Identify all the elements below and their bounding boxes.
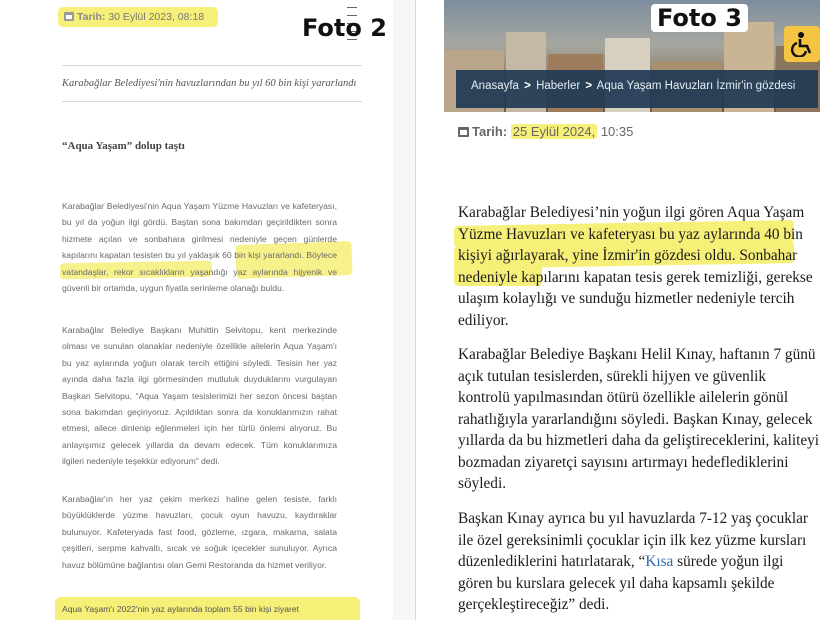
article-heading: “Aqua Yaşam” dolup taştı <box>62 140 185 152</box>
article-date <box>58 7 218 27</box>
breadcrumb <box>471 80 795 92</box>
scrollbar-track[interactable] <box>393 0 415 620</box>
date-time: 10:35 <box>600 124 634 139</box>
breadcrumb-separator: > <box>585 80 593 92</box>
paragraph-text: sürede yoğun ilgi gören bu kurslara gelecek yıl daha kapsamlı şekilde gerçekleştireceğiz” dedi. <box>458 553 784 613</box>
calendar-icon <box>458 127 469 137</box>
date-value: 25 Eylül 2024, <box>512 124 596 139</box>
article-paragraph: Aqua Yaşam'ı 2022'nin yaz aylarında toplam 55 bin kişi ziyaret <box>62 604 300 614</box>
foto-2-label: Foto 2 <box>302 14 387 42</box>
right-screenshot-panel <box>444 0 820 620</box>
date-prefix: Tarih: <box>77 11 106 23</box>
paragraph-text: Başkan Kınay ayrıca bu yıl havuzlarda 7-12 yaş çocuklar ile özel gereksinimli çocuklar için ilk kez yüzme kursları düzenlediklerini hatırlatarak, “ <box>458 510 808 570</box>
article-paragraph: Karabağlar Belediyesi’nin yoğun ilgi gören Aqua Yaşam Yüzme Havuzları ve kafeteryası bu yaz aylarında 40 bin kişiyi ağırlayarak, yine İzmir'in gözdesi oldu. Sonbahar nedeniyle kapılarını kapatan tesis gerek temizliği, gerekse ulaşım kolaylığı ve sunduğu hizmetler nedeniyle tercih ediliyor. <box>458 204 813 329</box>
accessibility-icon[interactable] <box>784 26 820 62</box>
panel-divider <box>416 0 444 620</box>
article-paragraph: Karabağlar'ın her yaz çekim merkezi haline gelen tesiste, farklı büyüklüklerde yüzme havuzları, çocuk oyun havuzu, kaydıraklar bulunuyor. Kafeteryada fast food, gözleme, ızgara, makarna, salata çeşitleri, serpme kahvaltı, sıcak ve soğuk içecekler sunuluyor. Ayrıca havuz bölümüne bağlantısı olan Gemi Restoranda da hizmet veriliyor. <box>62 494 337 570</box>
date-value: 30 Eylül 2023, 08:18 <box>108 11 205 23</box>
article-paragraph: Karabağlar Belediyesi'nin Aqua Yaşam Yüzme Havuzları ve kafeteryası, bu yıl da yoğun ilgi gördü. Baştan sona bakımdan geçirildikten sonra hizmete açılan ve sonbahara girilmesi nedeniyle geçen günlerde kapılarını kapatan tesisten bu yıl yaklaşık 60 bin kişi yararlandı. Böylece vatandaşlar, rekor sıcaklıkların yaşandığı yaz aylarında hijyenik ve güvenli bir ortamda, uygun fiyatla serinleme olanağı buldu. <box>62 201 337 294</box>
article-date <box>458 124 633 139</box>
breadcrumb-news-link[interactable]: Haberler <box>536 80 581 92</box>
article-paragraph <box>458 508 820 616</box>
article-paragraph: Karabağlar Belediye Başkanı Helil Kınay, haftanın 7 günü açık tutulan tesislerden, sürekli hijyen ve güvenlik kontrolü yapılmasından ötürü özellikle ailelerin gönül rahatlığıyla yararlandığını söyledi. Başkan Kınay, gelecek yıllarda da bu hizmetleri daha da geliştireceklerini, kaliteyi bozmadan ziyaretçi sayısını artırmayı hedeflediklerini söyledi. <box>458 346 820 492</box>
article-paragraph: Karabağlar Belediye Başkanı Muhittin Selvitopu, kent merkezinde olması ve sunulan olanaklar nedeniyle özellikle ailelerin Aqua Yaşam'ı bu yaz aylarında yoğun olarak tercih ettiğini söyledi. Tesisin her yaz ayında daha fazla ilgi görmesinden mutluluk duyduklarını vurgulayan Başkan Selvitopu, “Aqua Yaşam tesislerimizi her sezon öncesi baştan sona bakımdan geçiriyoruz. Açıldıktan sonra da konuklarımızın rahat etmesi, ailece dinlenip eğlenmeleri için her türlü önlemi alıyoruz. Bu anlayışımız gelecek yıllarda da devam edecek. Tüm konuklarımıza ilgileri nedeniyle teşekkür ediyorum” dedi. <box>62 325 337 467</box>
calendar-icon <box>64 12 74 21</box>
date-prefix: Tarih: <box>472 124 508 139</box>
foto-3-label: Foto 3 <box>651 4 748 32</box>
breadcrumb-current: Aqua Yaşam Havuzları İzmir'in gözdesi <box>596 80 796 92</box>
breadcrumb-home-link[interactable]: Anasayfa <box>471 80 519 92</box>
inline-link[interactable]: Kısa <box>645 553 674 570</box>
breadcrumb-separator: > <box>524 80 531 92</box>
article-summary: Karabağlar Belediyesi'nin havuzlarından bu yıl 60 bin kişi yararlandı <box>62 65 362 102</box>
